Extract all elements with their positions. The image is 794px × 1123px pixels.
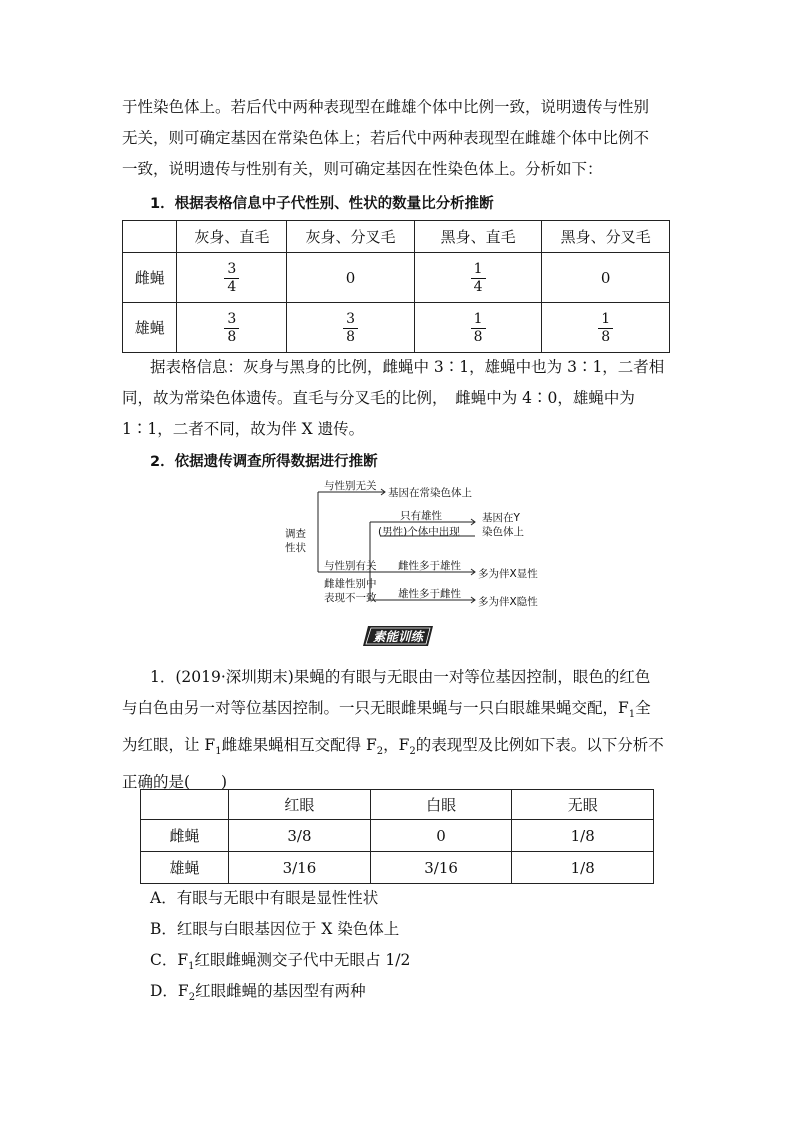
table-cell: $\frac{3}{8}$ [287, 303, 415, 353]
question-paragraph [122, 662, 674, 798]
table-cell: 0 [287, 253, 415, 303]
training-banner [362, 625, 434, 647]
question-line: 正确的是( ) [122, 773, 228, 792]
banner-label: 素能训练 [372, 629, 423, 644]
table-cell: 3/8 [229, 820, 371, 852]
table-cell: 3/16 [229, 852, 371, 884]
diagram-branch-unrelated: 与性别无关 [324, 480, 377, 492]
option-c: C．$F_1$红眼雌蝇测交子代中无眼占 1/2 [150, 951, 411, 973]
diagram-male-individual: (男性)个体中出现 [378, 526, 460, 538]
table-header: 黑身、直毛 [414, 221, 542, 253]
table-row [123, 303, 670, 353]
diagram-result-y: 染色体上 [482, 526, 524, 538]
diagram-result-y: 基因在Y [482, 512, 520, 524]
intro-line: 一致，说明遗传与性别有关，则可确定基因在性染色体上。分析如下： [122, 160, 603, 178]
intro-paragraph [122, 92, 674, 185]
table-header: 灰身、直毛 [177, 221, 287, 253]
diagram-related-sub: 表现不一致 [324, 592, 377, 604]
table-header: 红眼 [229, 790, 371, 820]
diagram-female-more: 雌性多于雄性 [398, 560, 461, 572]
diagram-root: 性状 [285, 542, 306, 554]
diagram-related-sub: 雌雄性别中 [324, 578, 377, 590]
question-line: 为红眼，让 $F_1$雌雄果蝇相互交配得 $F_2$，$F_2$的表现型及比例如下表。以下分析不 [122, 736, 664, 758]
diagram-result-x-recessive: 多为伴X隐性 [478, 596, 538, 608]
analysis-line: 1∶1，二者不同，故为伴 X 遗传。 [122, 420, 365, 438]
intro-line: 无关，则可确定基因在常染色体上；若后代中两种表现型在雌雄个体中比例不 [122, 129, 650, 147]
diagram-branch-related: 与性别有关 [324, 560, 377, 572]
table-header [123, 221, 177, 253]
diagram-result-x-dominant: 多为伴X显性 [478, 568, 538, 580]
analysis-line: 据表格信息：灰身与黑身的比例，雌蝇中 3∶1，雄蝇中也为 3∶1，二者相 [150, 358, 665, 376]
diagram-root: 调查 [285, 528, 306, 540]
section1-heading: 1．根据表格信息中子代性别、性状的数量比分析推断 [150, 196, 494, 212]
table-row [141, 820, 654, 852]
diagram-male-more: 雄性多于雌性 [398, 588, 461, 600]
row-label: 雌蝇 [141, 820, 229, 852]
option-a: A．有眼与无眼中有眼是显性性状 [150, 889, 379, 907]
table-cell: 1/8 [512, 852, 654, 884]
table-cell: 0 [542, 253, 670, 303]
diagram-only-male: 只有雄性 [400, 510, 442, 522]
analysis-line: 同，故为常染色体遗传。直毛与分叉毛的比例， 雌蝇中为 4∶0，雄蝇中为 [122, 389, 635, 407]
table-cell: $\frac{3}{8}$ [177, 303, 287, 353]
question-line: 与白色由另一对等位基因控制。一只无眼雌果蝇与一只白眼雄果蝇交配，$F_1$全 [122, 699, 651, 721]
table-cell: $\frac{1}{4}$ [414, 253, 542, 303]
table-cell: $\frac{3}{4}$ [177, 253, 287, 303]
table-header: 白眼 [370, 790, 512, 820]
inference-diagram [280, 474, 580, 614]
table-header: 无眼 [512, 790, 654, 820]
question-line: 1．(2019·深圳期末)果蝇的有眼与无眼由一对等位基因控制，眼色的红色 [150, 668, 651, 686]
table-header [141, 790, 229, 820]
row-label: 雌蝇 [123, 253, 177, 303]
phenotype-table [122, 220, 670, 353]
section2-heading: 2．依据遗传调查所得数据进行推断 [150, 454, 378, 470]
row-label: 雄蝇 [141, 852, 229, 884]
table-cell: $\frac{1}{8}$ [414, 303, 542, 353]
diagram-result-autosome: 基因在常染色体上 [388, 487, 472, 499]
table-cell: $\frac{1}{8}$ [542, 303, 670, 353]
option-d: D．$F_2$红眼雌蝇的基因型有两种 [150, 982, 366, 1004]
table-cell: 0 [370, 820, 512, 852]
analysis-paragraph [122, 352, 674, 445]
table-cell: 1/8 [512, 820, 654, 852]
table-header: 灰身、分叉毛 [287, 221, 415, 253]
option-b: B．红眼与白眼基因位于 X 染色体上 [150, 920, 400, 938]
table-row [141, 852, 654, 884]
intro-line: 于性染色体上。若后代中两种表现型在雌雄个体中比例一致，说明遗传与性别 [122, 98, 650, 116]
table-row [123, 253, 670, 303]
table-cell: 3/16 [370, 852, 512, 884]
eye-color-table [140, 789, 654, 884]
table-header: 黑身、分叉毛 [542, 221, 670, 253]
row-label: 雄蝇 [123, 303, 177, 353]
